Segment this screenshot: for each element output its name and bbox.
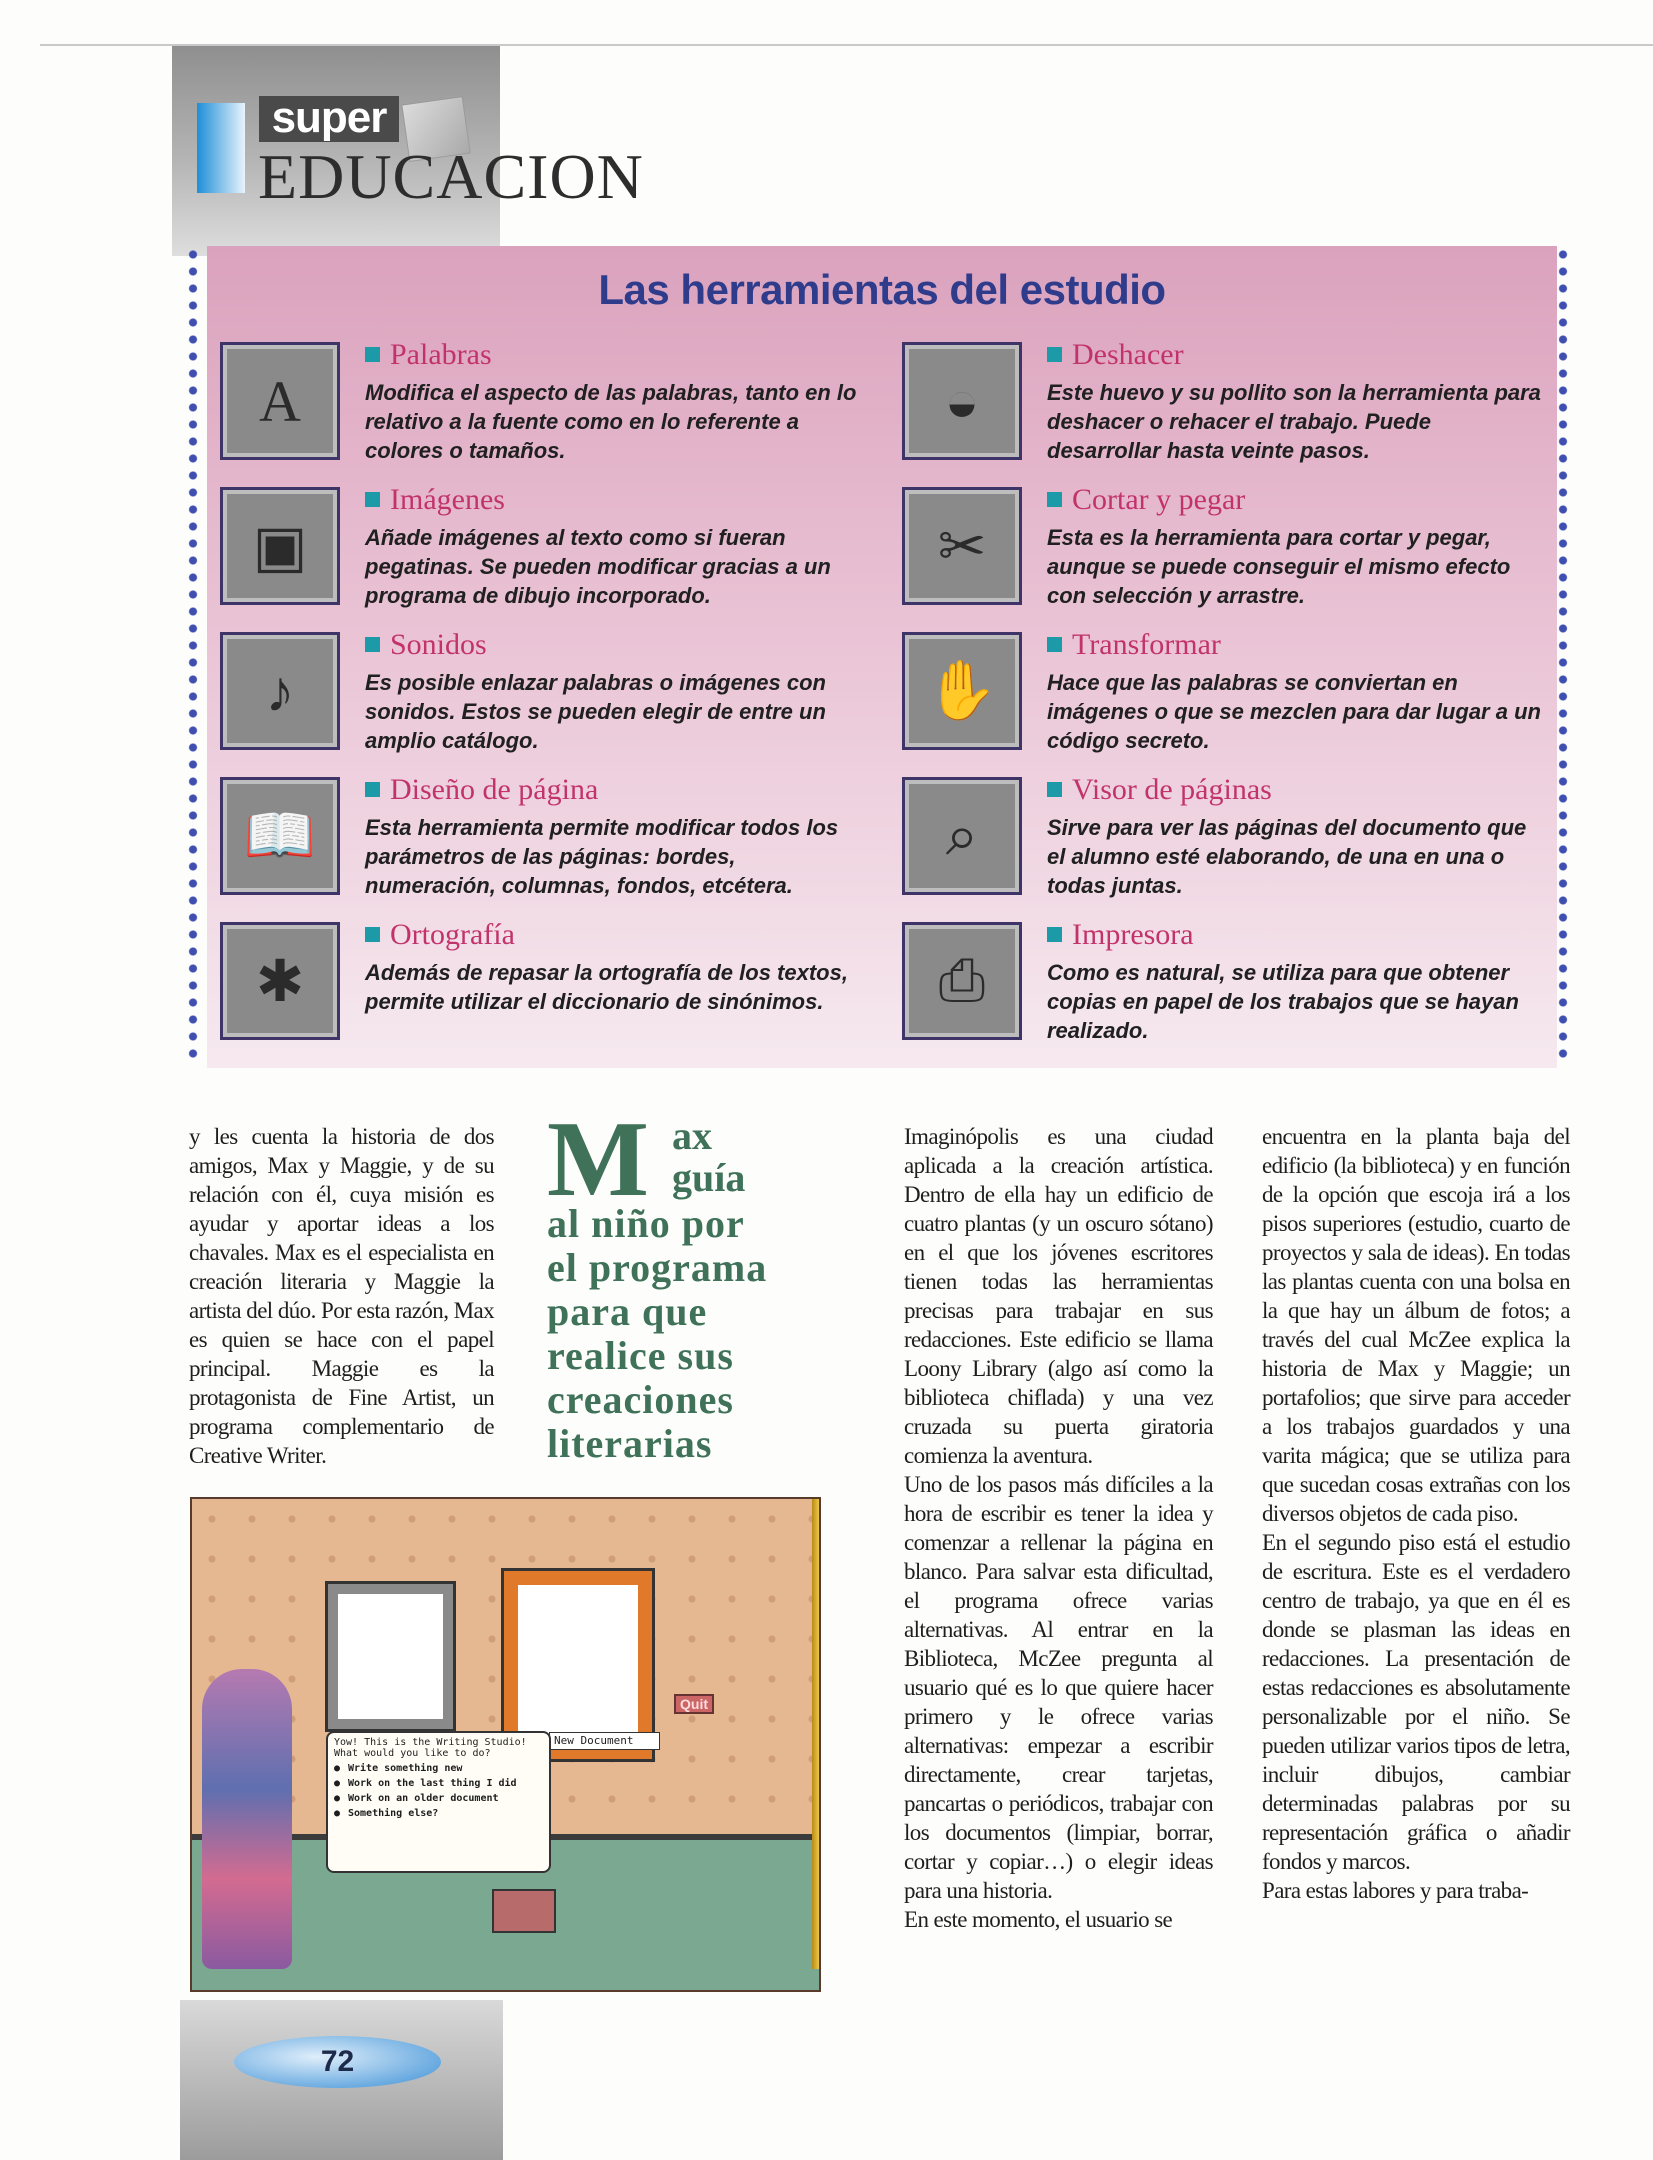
tool-visor-de-páginas	[902, 773, 1542, 917]
egg-chick-icon: ◒	[902, 342, 1022, 460]
pull-quote-line: al niño por	[547, 1201, 745, 1246]
bubble-text: Yow! This is the Writing Studio! What would you like to do?	[334, 1737, 527, 1759]
paragraph: En el segundo piso está el estudio de escritura. Este es el verdadero centro de trabajo, ya que en él es donde se plasman las ideas en redacciones. La presentación de estas redacciones es absolutamente personalizable por el niño. Se pueden utilizar varios tipos de letra, incluir dibujos, cambiar determinadas palabras por su representación gráfica o añadir fondos y marcos.	[1262, 1530, 1570, 1874]
option-older-document[interactable]: ● Work on an older document	[334, 1793, 543, 1804]
tool-description: Añade imágenes al texto como si fueran pegatinas. Se pueden modificar gracias a un programa de dibujo incorporado.	[365, 525, 831, 608]
paragraph: En este momento, el usuario se	[904, 1907, 1173, 1932]
brass-pole	[812, 1499, 821, 1969]
tools-box	[207, 246, 1557, 1068]
scissors-glue-icon: ✂	[902, 487, 1022, 605]
header-blue-bar	[197, 103, 245, 193]
book-ruler-icon: 📖	[220, 777, 340, 895]
dotted-border-right	[1558, 246, 1568, 1066]
tool-cortar-y-pegar	[902, 483, 1542, 627]
tool-description: Esta es la herramienta para cortar y pegar, aunque se puede conseguir el mismo efecto con selección y arrastre.	[1047, 525, 1511, 608]
tool-description: Como es natural, se utiliza para que obtener copias en papel de los trabajos que se hayan realizado.	[1047, 960, 1519, 1043]
tools-box-title: Las herramientas del estudio	[598, 266, 1166, 313]
quit-button[interactable]: Quit	[674, 1694, 714, 1714]
picture-frame-icon: ▣	[220, 487, 340, 605]
option-something-else[interactable]: ● Something else?	[334, 1808, 543, 1819]
article-column-3	[904, 1122, 1213, 1934]
tool-transformar	[902, 628, 1542, 772]
tool-name: Transformar	[1047, 628, 1221, 662]
printer-icon: ⎙	[902, 922, 1022, 1040]
section-title: EDUCACION	[258, 141, 644, 212]
article-column-1	[189, 1122, 494, 1470]
tool-ortografía	[220, 918, 860, 1062]
speech-bubble	[326, 1731, 551, 1873]
option-write-new[interactable]: ● Write something new	[334, 1763, 543, 1774]
paragraph: Para estas labores y para traba-	[1262, 1878, 1529, 1903]
tool-name: Imágenes	[365, 483, 505, 517]
tool-description: Es posible enlazar palabras o imágenes con sonidos. Estos se pueden elegir de entre un amplio catálogo.	[365, 670, 826, 753]
bag-icon	[492, 1889, 556, 1933]
book-magnifier-icon: ⌕	[902, 777, 1022, 895]
tool-name: Impresora	[1047, 918, 1194, 952]
tool-name: Deshacer	[1047, 338, 1184, 372]
letter-a-icon: A	[220, 342, 340, 460]
paragraph: Imaginópolis es una ciudad aplicada a la creación artística. Dentro de ella hay un edificio de cuatro plantas (y un oscuro sótano) en el que los jóvenes escritores tienen todas las herramientas precisas para trabajar en sus redacciones. Este edificio se llama Loony Library (algo así como la biblioteca chiflada) y una vez cruzada su puerta giratoria comienza la aventura.	[904, 1124, 1213, 1468]
pull-quote-initial: M	[547, 1100, 649, 1219]
horn-icon: ♪	[220, 632, 340, 750]
paragraph: encuentra en la planta baja del edificio (la biblioteca) y en función de la opción que escoja irá a los pisos superiores (estudio, cuarto de proyectos y sala de ideas). En todas las plantas cuenta con una bolsa en la que hay un álbum de fotos; a través del cual McZee explica la historia de Max y Maggie; un portafolios; que sirve para acceder a los trabajos guardados y una varita mágica; que se utiliza para que sucedan cosas extrañas con los diversos objetos de cada piso.	[1262, 1124, 1570, 1526]
tool-impresora	[902, 918, 1542, 1062]
magic-glove-icon: ✋	[902, 632, 1022, 750]
tool-name: Visor de páginas	[1047, 773, 1272, 807]
tool-description: Hace que las palabras se conviertan en imágenes o que se mezclen para dar lugar a un código secreto.	[1047, 670, 1541, 753]
paragraph: y les cuenta la historia de dos amigos, Max y Maggie, y de su relación con él, cuya misión es ayudar y aportar ideas a los chavales. Max es el especialista en creación literaria y Maggie la artista del dúo. Por esta razón, Max es quien se hace con el papel principal. Maggie es la protagonista de Fine Artist, un programa complementario de Creative Writer.	[189, 1124, 494, 1468]
tool-description: Sirve para ver las páginas del documento que el alumno esté elaborando, de una en una o todas juntas.	[1047, 815, 1527, 898]
tool-name: Palabras	[365, 338, 492, 372]
pull-quote-line: para que	[547, 1289, 708, 1334]
tool-description: Este huevo y su pollito son la herramienta para deshacer o rehacer el trabajo. Puede desarrollar hasta veinte pasos.	[1047, 380, 1541, 463]
pull-quote-line: realice sus	[547, 1333, 734, 1378]
pull-quote-line: literarias	[547, 1421, 713, 1466]
bee-icon: ✱	[220, 922, 340, 1040]
tool-name: Diseño de página	[365, 773, 598, 807]
tool-name: Cortar y pegar	[1047, 483, 1245, 517]
picture-frame	[328, 1584, 453, 1729]
tool-description: Modifica el aspecto de las palabras, tanto en lo relativo a la fuente como en lo referente a colores o tamaños.	[365, 380, 857, 463]
tool-deshacer	[902, 338, 1542, 482]
pull-quote-line: guía	[672, 1155, 746, 1200]
paragraph: Uno de los pasos más difíciles a la hora de escribir es tener la idea y comenzar a rellenar la página en blanco. Para salvar esta dificultad, el programa ofrece varias alternativas. Al entrar en la Biblioteca, McZee pregunta al usuario qué es lo que quiere hacer primero y le ofrece varias alternativas: empezar a escribir directamente, crear tarjetas, pancartas o periódicos, trabajar con los documentos (limpiar, borrar, cortar y copiar…) o elegir ideas para una historia.	[904, 1472, 1213, 1903]
tool-sonidos	[220, 628, 860, 772]
page-number: 72	[234, 2036, 441, 2088]
tool-name: Sonidos	[365, 628, 487, 662]
tool-description: Además de repasar la ortografía de los textos, permite utilizar el diccionario de sinónimos.	[365, 960, 848, 1014]
article-column-4	[1262, 1122, 1570, 1905]
option-last-thing[interactable]: ● Work on the last thing I did	[334, 1778, 543, 1789]
pull-quote-line: el programa	[547, 1245, 768, 1290]
tool-description: Esta herramienta permite modificar todos los parámetros de las páginas: bordes, numeración, columnas, fondos, etcétera.	[365, 815, 839, 898]
writing-studio-screenshot	[190, 1497, 821, 1992]
tool-palabras	[220, 338, 860, 482]
tool-diseño-de-página	[220, 773, 860, 917]
new-document-field[interactable]: New Document	[549, 1732, 660, 1750]
pull-quote-line: creaciones	[547, 1377, 734, 1422]
dotted-border-left	[188, 246, 198, 1066]
tool-imágenes	[220, 483, 860, 627]
pull-quote-line: ax	[672, 1113, 712, 1158]
mczee-character	[202, 1669, 292, 1969]
tool-name: Ortografía	[365, 918, 515, 952]
super-logo: super	[259, 96, 399, 142]
